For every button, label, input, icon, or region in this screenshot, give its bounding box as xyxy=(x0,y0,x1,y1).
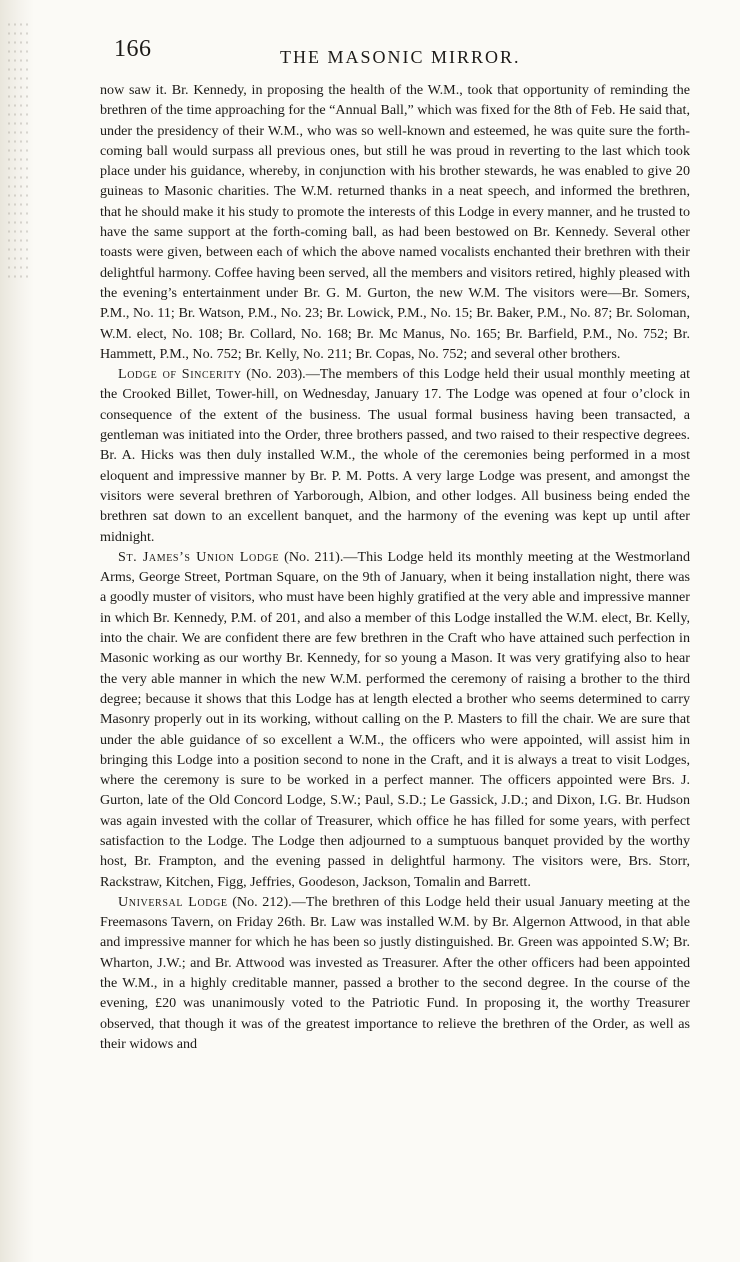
page-number: 166 xyxy=(114,36,152,62)
lodge-heading-sincerity: Lodge of Sincerity xyxy=(118,366,242,383)
lodge-heading-universal: Universal Lodge xyxy=(118,893,228,910)
lodge-heading-st-jamess-union: St. James’s Union Lodge xyxy=(118,548,280,565)
page-gutter xyxy=(0,0,34,1262)
gutter-specks xyxy=(6,20,30,280)
paragraph-1-text: now saw it. Br. Kennedy, in proposing the health of the W.M., took that opportunity of reminding the brethren of the time approaching for the “Annual Ball,” which was fixed for the 8th of Feb. He said that, under the presidency of their W.M., who was so well-known and esteemed, he was quite sure the forth-coming ball would surpass all previous ones, but still he was proud in reverting to the last which took place under his guidance, whereby, in conjunction with his brother stewards, he was enabled to give 20 guineas to Masonic charities. The W.M. returned thanks in a neat speech, and informed the brethren, that he should make it his study to promote the interests of this Lodge in every manner, and he trusted to have the same support at the forth-coming ball, as had been bestowed on Br. Kennedy. Several other toasts were given, between each of which the above named vocalists enchanted their brethren with their delightful harmony. Coffee having been served, all the members and visitors retired, highly pleased with the evening’s entertainment under Br. G. M. Gurton, the new W.M. The visitors were—Br. Somers, P.M., No. 11; Br. Watson, P.M., No. 23; Br. Lowick, P.M., No. 15; Br. Baker, P.M., No. 87; Br. Soloman, W.M. elect, No. 108; Br. Collard, No. 168; Br. Mc Manus, No. 165; Br. Barfield, P.M., No. 752; Br. Hammett, P.M., No. 752; Br. Kelly, No. 211; Br. Copas, No. 752; and several other brothers. xyxy=(100,82,690,362)
page-header xyxy=(100,30,690,70)
article-body xyxy=(100,80,690,1054)
paragraph-3-text: (No. 211).—This Lodge held its monthly meeting at the Westmorland Arms, George Street, Portman Square, on the 9th of January, when it being installation night, there was a goodly muster of visitors, who must have been highly gratified at the very able and impressive manner in which Br. Kennedy, P.M. of 201, and also a member of this Lodge installed the W.M. elect, Br. Kelly, into the chair. We are confident there are few brethren in the Craft who have attained such perfection in Masonic working as our worthy Br. Kennedy, for so young a Mason. It was very gratifying also to hear the very able manner in which the new W.M. performed the ceremony of raising a brother to the third degree; because it shows that this Lodge has at length elected a brother who seems determined to carry Masonry properly out in its working, without calling on the P. Masters to fill the chair. We are sure that under the able guidance of so excellent a W.M., the officers who were appointed, will assist him in bringing this Lodge into a position second to none in the Craft, and it is always a treat to visit Lodges, where the ceremony is sure to be worked in a perfect manner. The officers appointed were Brs. J. Gurton, late of the Old Concord Lodge, S.W.; Paul, S.D.; Le Gassick, J.D.; and Dixon, I.G. Br. Hudson was again invested with the collar of Treasurer, which office he has filled for some years, with perfect satisfaction to the Lodge. The Lodge then adjourned to a sumptuous banquet provided by the worthy host, Br. Frampton, and the evening passed in delightful harmony. The visitors were, Brs. Storr, Rackstraw, Kitchen, Figg, Jeffries, Goodeson, Jackson, Tomalin and Barrett. xyxy=(100,548,691,890)
paragraph-1 xyxy=(100,80,690,364)
paragraph-2-text: (No. 203).—The members of this Lodge held their usual monthly meeting at the Crooked Billet, Tower-hill, on Wednesday, January 17. The Lodge was opened at four o’clock in consequence of the extent of the business. The usual formal business having been transacted, a gentleman was initiated into the Order, three brothers passed, and two raised to their respective degrees. Br. A. Hicks was then duly installed W.M., the whole of the ceremonies being performed in a most eloquent and impressive manner by Br. P. M. Potts. A very large Lodge was present, and amongst the visitors were several brethren of Yarborough, Albion, and other lodges. All business being ended the brethren sat down to an excellent banquet, and the harmony of the evening was kept up until after midnight. xyxy=(100,366,690,545)
paragraph-4 xyxy=(100,892,690,1054)
paragraph-2 xyxy=(100,364,690,547)
paragraph-3 xyxy=(100,547,690,892)
paragraph-4-text: (No. 212).—The brethren of this Lodge held their usual January meeting at the Freemasons Tavern, on Friday 26th. Br. Law was installed W.M. by Br. Algernon Attwood, in that able and impressive manner for which he has been so justly distinguished. Br. Green was appointed S.W; Br. Wharton, J.W.; and Br. Attwood was invested as Treasurer. After the other officers had been appointed the W.M., in a highly creditable manner, passed a brother to the second degree. In the course of the evening, £20 was unanimously voted to the Patriotic Fund. In proposing it, the worthy Treasurer observed, that though it was of the greatest importance to relieve the brethren of the Order, as well as their widows and xyxy=(100,893,690,1052)
running-title: THE MASONIC MIRROR. xyxy=(280,47,521,67)
